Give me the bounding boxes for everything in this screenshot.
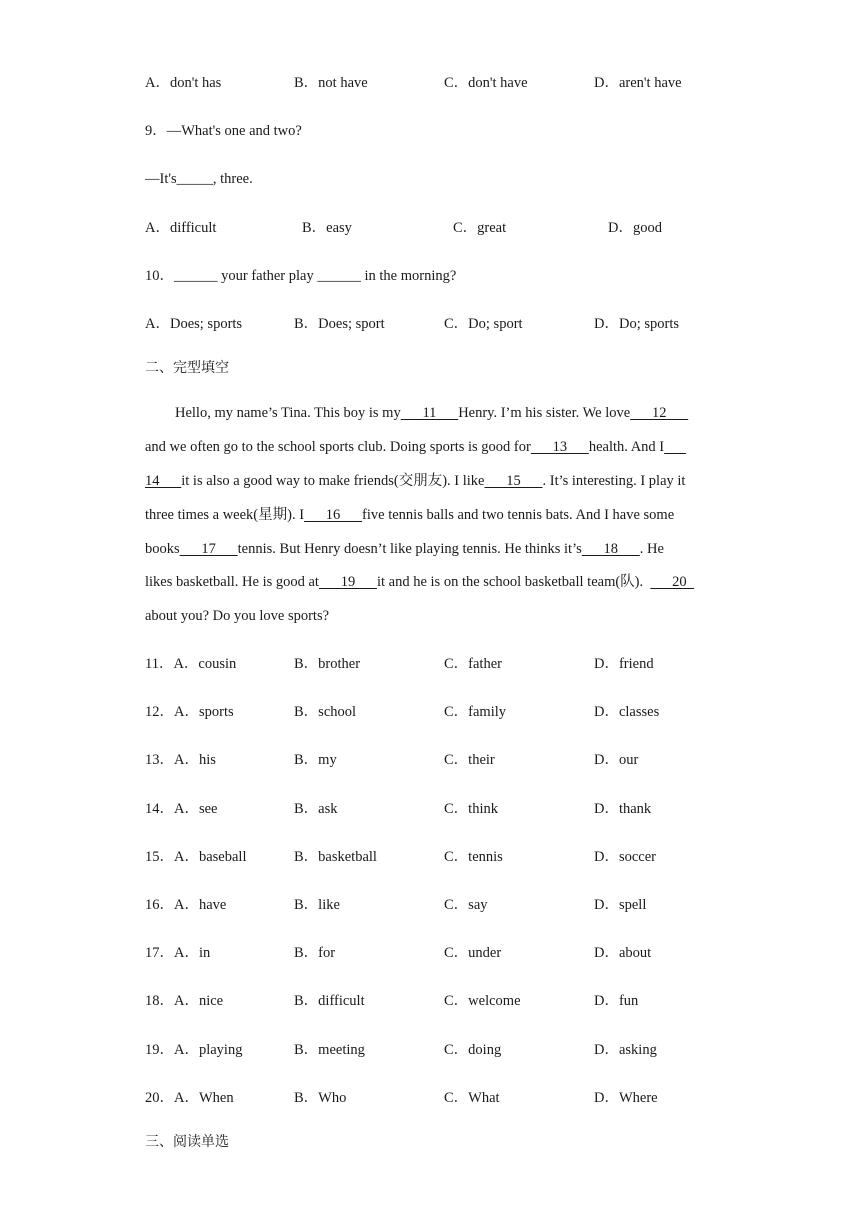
q16-option-c: C．say [444, 897, 488, 913]
q10-option-c: C．Do; sport [444, 316, 523, 332]
q14-option-b: B．ask [294, 801, 338, 817]
q8-option-b: B．not have [294, 75, 368, 91]
q16-option-b: B．like [294, 897, 340, 913]
q20-option-d: D．Where [594, 1090, 658, 1106]
q19-option-a: 19．A．playing [145, 1042, 243, 1058]
q9-option-d: D．good [608, 220, 662, 236]
section-heading-cloze: 二、完型填空 [145, 360, 229, 376]
passage-line-7: about you? Do you love sports? [145, 608, 330, 624]
q15-option-b: B．basketball [294, 849, 377, 865]
q9-answer-line: —It's_____, three. [145, 171, 253, 187]
passage-text: it is also a good way to make friends(交朋友). I like [181, 473, 485, 489]
passage-text: books [145, 541, 180, 557]
q9-option-c: C．great [453, 220, 507, 236]
blank-14: 14 [145, 473, 182, 489]
blank-20: 20 [650, 574, 694, 590]
q10-stem: 10．______ your father play ______ in the morning? [145, 268, 457, 284]
blank-19: 19 [318, 574, 377, 590]
q18-option-d: D．fun [594, 993, 639, 1009]
q12-option-b: B．school [294, 704, 357, 720]
q14-option-c: C．think [444, 801, 498, 817]
q11-option-b: B．brother [294, 656, 361, 672]
q17-option-a: 17．A．in [145, 945, 211, 961]
passage-text: . It’s interesting. I play it [542, 473, 686, 489]
q16-option-d: D．spell [594, 897, 647, 913]
q17-option-b: B．for [294, 945, 336, 961]
q10-option-a: A．Does; sports [145, 316, 243, 332]
q20-option-b: B．Who [294, 1090, 347, 1106]
q19-option-c: C．doing [444, 1042, 502, 1058]
q8-option-d: D．aren't have [594, 75, 682, 91]
q15-option-c: C．tennis [444, 849, 503, 865]
passage-text: five tennis balls and two tennis bats. And I have some [362, 507, 675, 523]
q17-option-d: D．about [594, 945, 652, 961]
q8-option-c: C．don't have [444, 75, 528, 91]
passage-text: three times a week(星期). I [145, 507, 305, 523]
passage-line-4 [145, 505, 674, 525]
q13-option-a: 13．A．his [145, 752, 216, 768]
q13-option-d: D．our [594, 752, 639, 768]
q8-option-a: A．don't has [145, 75, 222, 91]
blank-11: 11 [400, 405, 459, 421]
q9-option-b: B．easy [302, 220, 352, 236]
passage-line-3 [145, 471, 685, 491]
q9-option-a: A．difficult [145, 220, 217, 236]
q16-option-a: 16．A．have [145, 897, 227, 913]
q20-option-c: C．What [444, 1090, 500, 1106]
blank-18: 18 [581, 541, 640, 557]
passage-text: and we often go to the school sports club. Doing sports is good for [145, 439, 531, 455]
blank-17: 17 [179, 541, 238, 557]
passage-line-2 [145, 437, 686, 457]
q12-option-c: C．family [444, 704, 507, 720]
q11-option-c: C．father [444, 656, 502, 672]
blank-12: 12 [630, 405, 689, 421]
passage-line-5 [145, 539, 664, 559]
q9-stem: 9．—What's one and two? [145, 123, 302, 139]
q12-option-d: D．classes [594, 704, 660, 720]
blank-14-start [664, 439, 686, 455]
q13-option-b: B．my [294, 752, 337, 768]
section-heading-reading: 三、阅读单选 [145, 1134, 229, 1150]
passage-text: it and he is on the school basketball team(队). [376, 574, 651, 590]
q18-option-c: C．welcome [444, 993, 521, 1009]
q17-option-c: C．under [444, 945, 502, 961]
blank-15: 15 [484, 473, 543, 489]
passage-text: likes basketball. He is good at [145, 574, 319, 590]
q18-option-b: B．difficult [294, 993, 365, 1009]
q12-option-a: 12．A．sports [145, 704, 234, 720]
q11-option-a: 11．A．cousin [145, 656, 237, 672]
q10-option-d: D．Do; sports [594, 316, 679, 332]
passage-text: . He [639, 541, 664, 557]
q14-option-a: 14．A．see [145, 801, 218, 817]
q14-option-d: D．thank [594, 801, 652, 817]
q18-option-a: 18．A．nice [145, 993, 224, 1009]
blank-16: 16 [304, 507, 363, 523]
q20-option-a: 20．A．When [145, 1090, 234, 1106]
q11-option-d: D．friend [594, 656, 654, 672]
passage-line-1 [175, 403, 688, 423]
q15-option-d: D．soccer [594, 849, 657, 865]
q19-option-d: D．asking [594, 1042, 657, 1058]
q13-option-c: C．their [444, 752, 495, 768]
passage-line-6 [145, 572, 694, 592]
passage-text: tennis. But Henry doesn’t like playing tennis. He thinks it’s [237, 541, 582, 557]
passage-text: Henry. I’m his sister. We love [458, 405, 631, 421]
blank-13: 13 [530, 439, 589, 455]
passage-text: Hello, my name’s Tina. This boy is my [175, 405, 401, 421]
q15-option-a: 15．A．baseball [145, 849, 247, 865]
passage-text: health. And I [588, 439, 665, 455]
q10-option-b: B．Does; sport [294, 316, 385, 332]
q19-option-b: B．meeting [294, 1042, 365, 1058]
